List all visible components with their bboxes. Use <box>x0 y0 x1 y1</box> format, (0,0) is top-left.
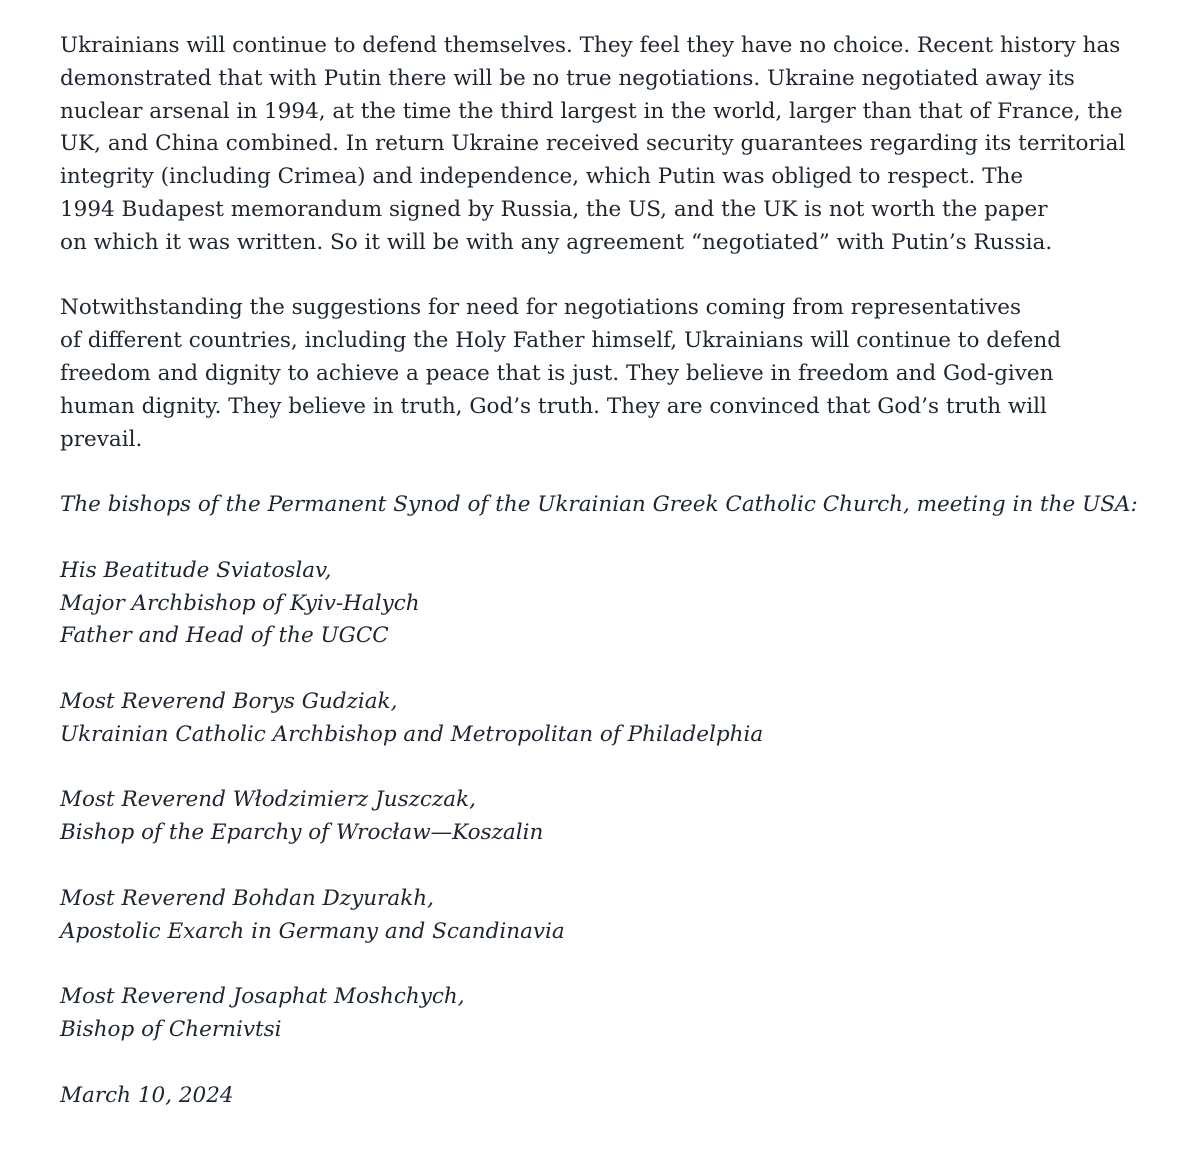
signatory-title: Major Archbishop of Kyiv-Halych <box>60 590 420 616</box>
signatory-title: Ukrainian Catholic Archbishop and Metropolitan of Philadelphia <box>60 721 764 747</box>
text-line: demonstrated that with Putin there will be no true negotiations. Ukraine negotiated away its <box>60 65 1075 91</box>
signatory-title: Father and Head of the UGCC <box>60 623 389 649</box>
date-text: March 10, 2024 <box>60 1082 234 1108</box>
synod-intro <box>60 489 1160 522</box>
paragraph-self-defense <box>60 30 1160 260</box>
signatory-name: Most Reverend Włodzimierz Juszczak, <box>60 787 476 813</box>
text-line: freedom and dignity to achieve a peace that is just. They believe in freedom and God-given <box>60 360 1054 386</box>
signatory-name: Most Reverend Bohdan Dzyurakh, <box>60 885 434 911</box>
text-line: human dignity. They believe in truth, God’s truth. They are convinced that God’s truth will <box>60 393 1047 419</box>
signatory-block <box>60 686 1160 752</box>
signatory-title: Apostolic Exarch in Germany and Scandinavia <box>60 918 565 944</box>
signatory-block <box>60 981 1160 1047</box>
paragraph-negotiations <box>60 292 1160 456</box>
synod-intro-text: The bishops of the Permanent Synod of the Ukrainian Greek Catholic Church, meeting in the USA: <box>60 492 1138 518</box>
text-line: on which it was written. So it will be with any agreement “negotiated” with Putin’s Russia. <box>60 229 1053 255</box>
text-line: nuclear arsenal in 1994, at the time the third largest in the world, larger than that of France, the <box>60 98 1123 124</box>
signatory-block <box>60 555 1160 653</box>
statement-date <box>60 1080 1160 1113</box>
text-line: of different countries, including the Holy Father himself, Ukrainians will continue to defend <box>60 328 1061 354</box>
statement-document <box>60 30 1160 1145</box>
signatory-block <box>60 883 1160 949</box>
text-line: Notwithstanding the suggestions for need for negotiations coming from representatives <box>60 295 1022 321</box>
signatory-name: Most Reverend Josaphat Moshchych, <box>60 984 465 1010</box>
text-line: 1994 Budapest memorandum signed by Russia, the US, and the UK is not worth the paper <box>60 196 1048 222</box>
signatory-block <box>60 784 1160 850</box>
signatory-title: Bishop of the Eparchy of Wrocław—Koszalin <box>60 820 544 846</box>
text-line: Ukrainians will continue to defend themselves. They feel they have no choice. Recent history has <box>60 33 1121 58</box>
text-line: UK, and China combined. In return Ukraine received security guarantees regarding its territorial <box>60 131 1126 157</box>
signatory-title: Bishop of Chernivtsi <box>60 1016 282 1042</box>
text-line: integrity (including Crimea) and independence, which Putin was obliged to respect. The <box>60 164 1024 190</box>
signatory-name: Most Reverend Borys Gudziak, <box>60 688 398 714</box>
text-line: prevail. <box>60 426 143 452</box>
signatory-name: His Beatitude Sviatoslav, <box>60 557 332 583</box>
